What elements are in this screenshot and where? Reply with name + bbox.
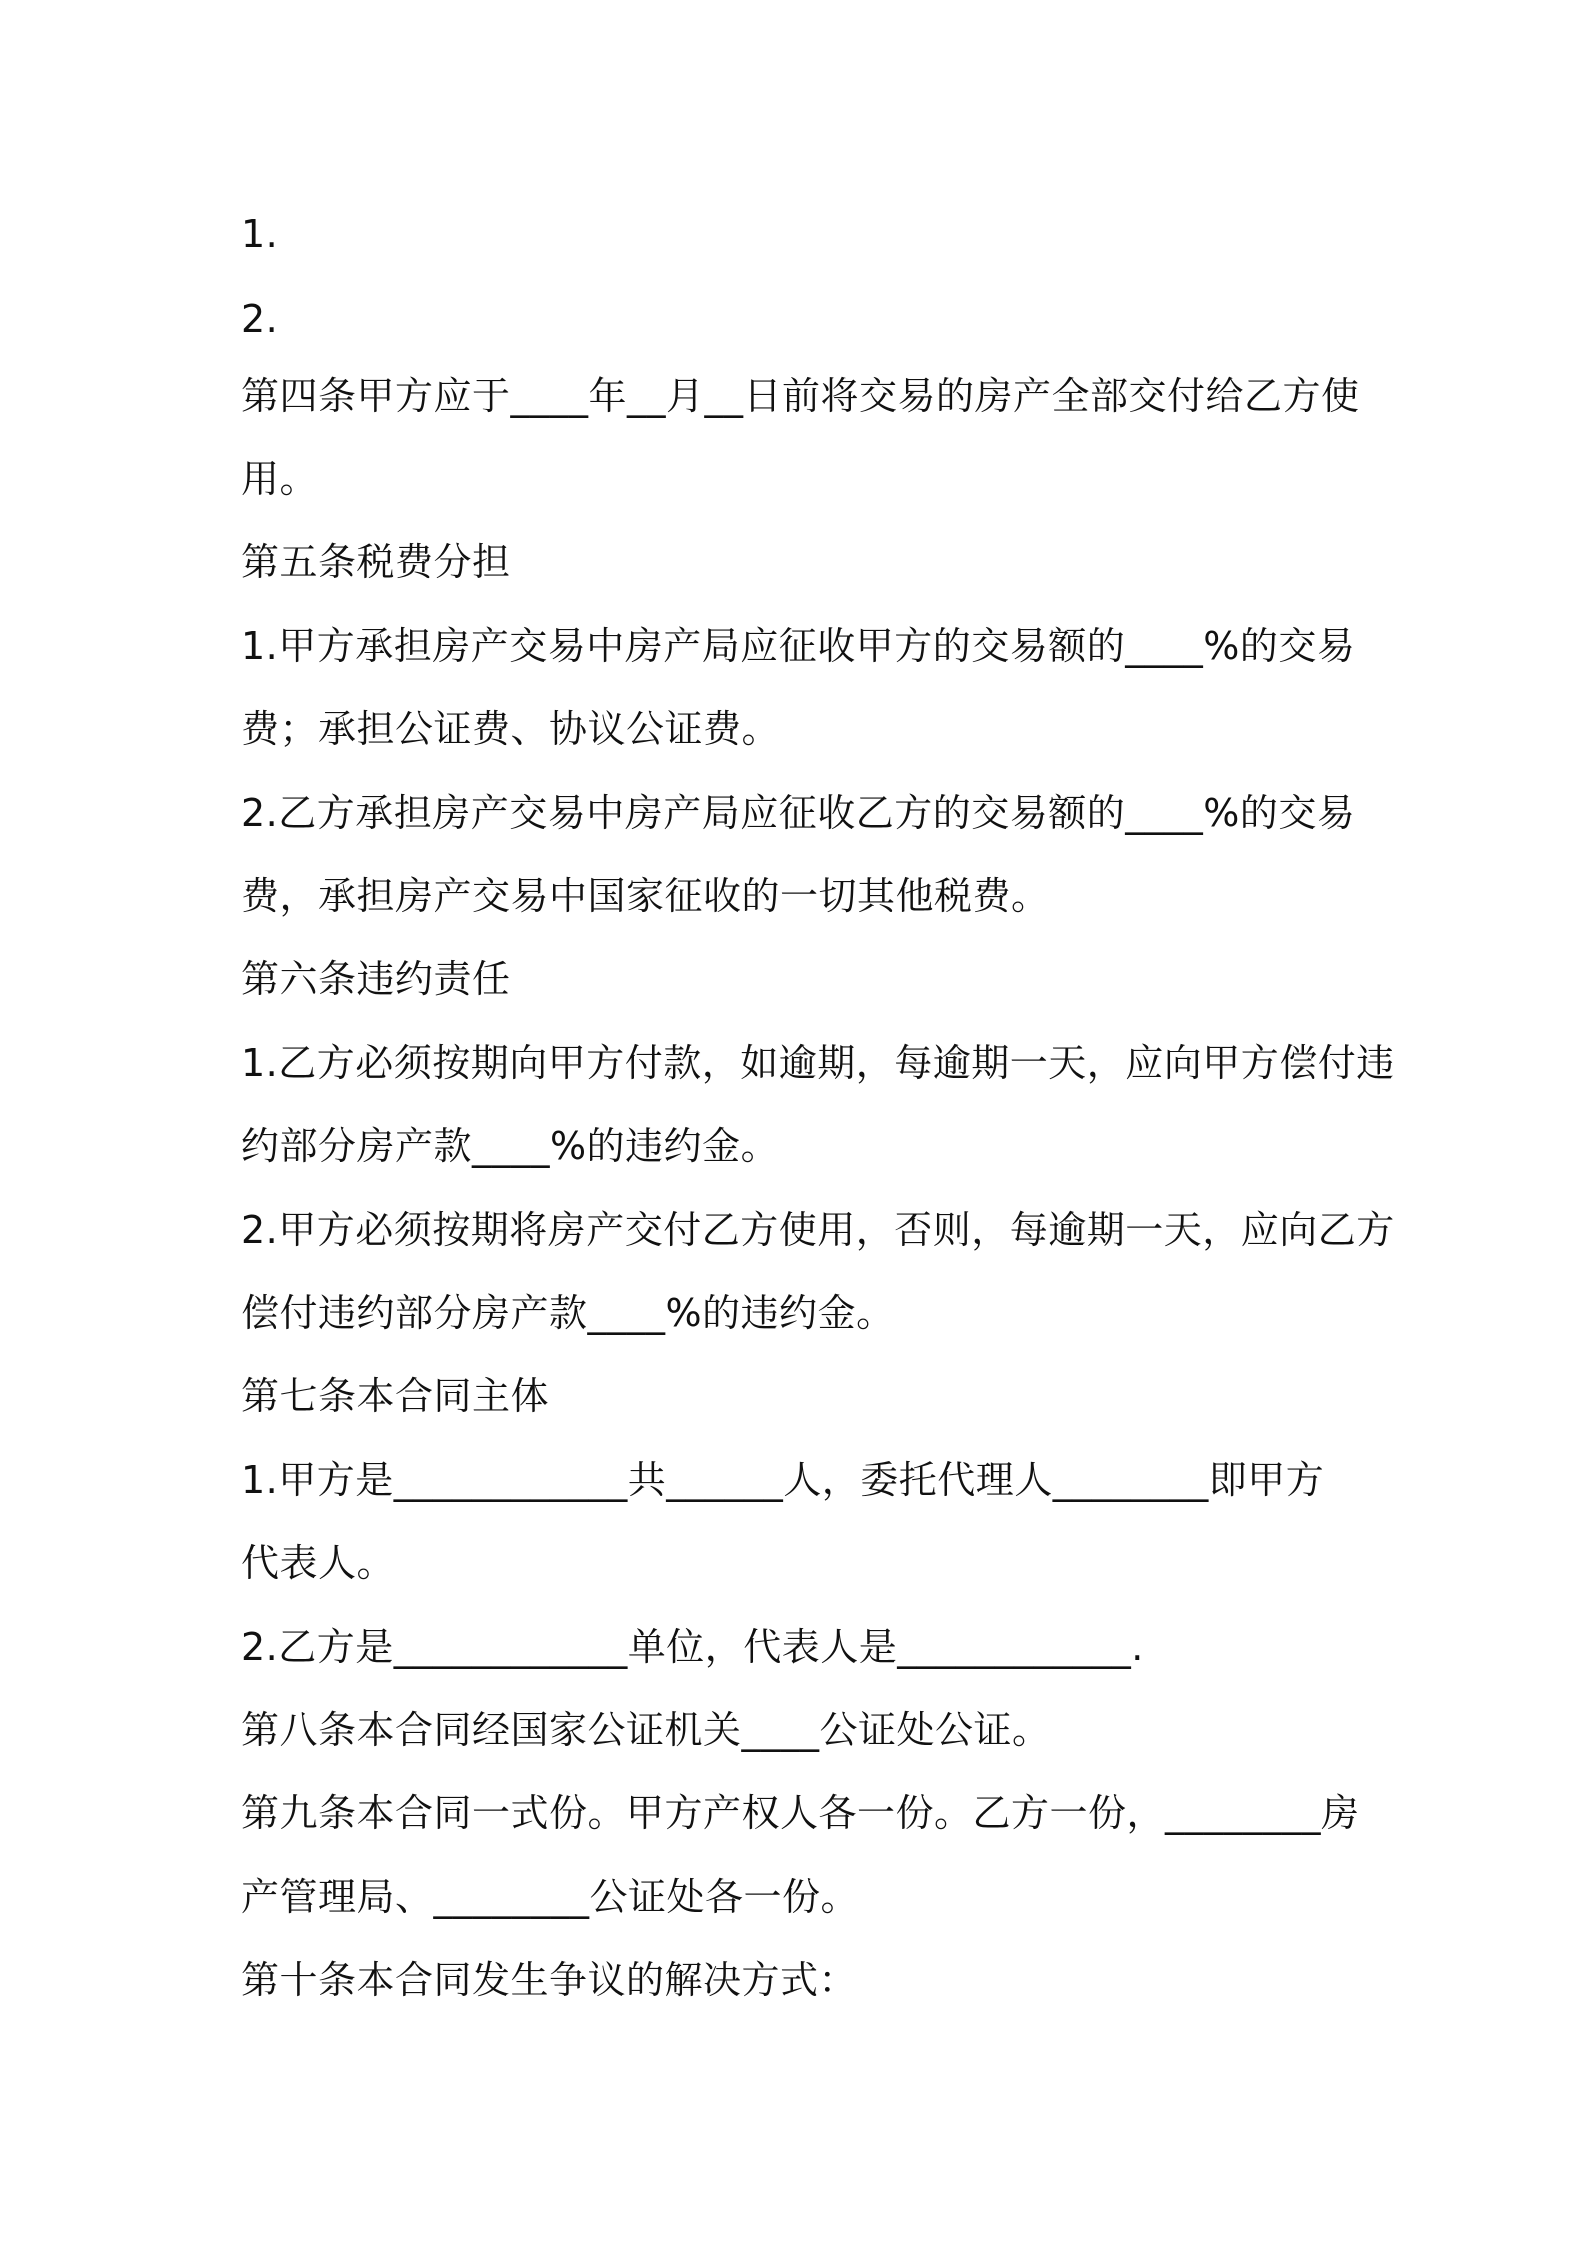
article-6-item-1-line-1: 1.乙方必须按期向甲方付款，如逾期，每逾期一天，应向甲方偿付违 xyxy=(241,1041,1395,1085)
article-5-item-2-line-2: 费，承担房产交易中国家征收的一切其他税费。 xyxy=(241,874,1050,918)
article-6-item-1-line-2: 约部分房产款____%的违约金。 xyxy=(241,1124,780,1168)
article-7-item-1-line-2: 代表人。 xyxy=(241,1541,396,1585)
article-5-item-1-line-1: 1.甲方承担房产交易中房产局应征收甲方的交易额的____%的交易 xyxy=(241,624,1356,668)
article-7-heading: 第七条本合同主体 xyxy=(241,1374,550,1418)
article-4-line-1: 第四条甲方应于____年__月__日前将交易的房产全部交付给乙方使 xyxy=(241,374,1360,418)
article-4-line-2: 用。 xyxy=(241,457,319,501)
article-6-item-2-line-1: 2.甲方必须按期将房产交付乙方使用，否则，每逾期一天，应向乙方 xyxy=(241,1208,1395,1252)
article-10-heading: 第十条本合同发生争议的解决方式： xyxy=(241,1958,858,2002)
article-5-item-1-line-2: 费；承担公证费、协议公证费。 xyxy=(241,707,781,751)
article-9-line-1: 第九条本合同一式份。甲方产权人各一份。乙方一份，________房 xyxy=(241,1791,1360,1835)
article-6-item-2-line-2: 偿付违约部分房产款____%的违约金。 xyxy=(241,1291,895,1335)
article-7-item-2: 2.乙方是____________单位，代表人是____________. xyxy=(241,1625,1144,1669)
article-7-item-1-line-1: 1.甲方是____________共______人，委托代理人________即甲方 xyxy=(241,1458,1325,1502)
list-item-1: 1. xyxy=(241,212,279,256)
article-9-line-2: 产管理局、________公证处各一份。 xyxy=(241,1875,860,1919)
article-6-heading: 第六条违约责任 xyxy=(241,957,511,1001)
article-5-item-2-line-1: 2.乙方承担房产交易中房产局应征收乙方的交易额的____%的交易 xyxy=(241,791,1356,835)
list-item-2: 2. xyxy=(241,297,279,341)
article-5-heading: 第五条税费分担 xyxy=(241,540,511,584)
article-8: 第八条本合同经国家公证机关____公证处公证。 xyxy=(241,1708,1051,1752)
